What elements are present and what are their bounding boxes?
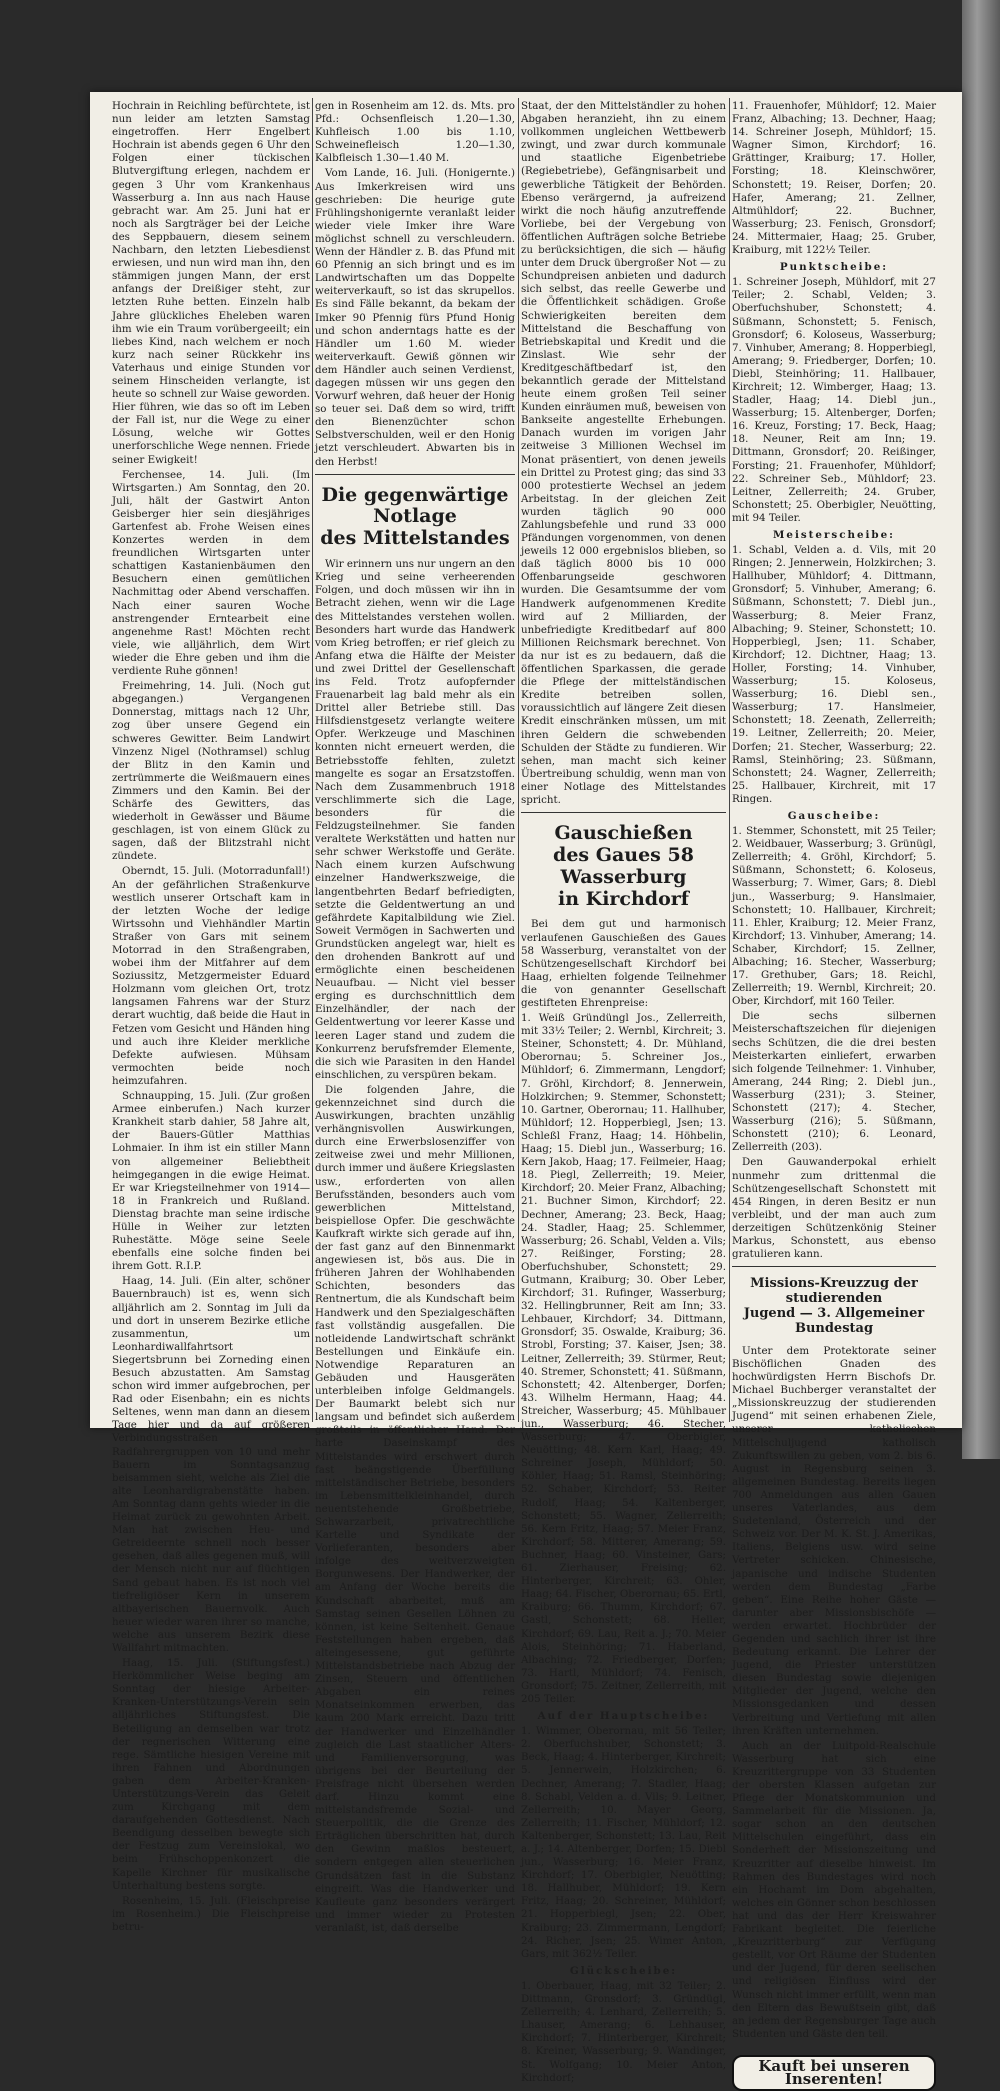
section-divider <box>732 1266 936 1267</box>
column-rule <box>729 98 730 1422</box>
column-rule <box>312 98 313 1422</box>
section-subheading: Meisterscheibe: <box>773 529 895 541</box>
advertisement-box: Kauft bei unseren Inserenten! <box>732 2055 936 2091</box>
headline-line: Missions-Kreuzzug der studierenden <box>750 1276 918 1307</box>
article-paragraph: Haag, 14. Juli. (Ein alter, schöner Bauernbrauch) ist es, wenn sich alljährlich am 2. Sonntag im Juli da und dort in unserem Bezirke etliche zusammentun, um Leonhardiwallfahrtsort Siegertsbrunn bei Zorneding einen Besuch abzustatten. Am Samstag schon wird immer aufgebrochen, per Rad oder Eisenbahn; ein es nichts Seltenes, wenn man dann an diesem Tage hier und da auf größeren Verbindungsstraßen Radfahrergruppen von 10 und mehr Bauern im Sonntagsanzug beisammen sieht, welche als Ziel die alte Leonhardigrabenstätte haben. Am Sonntag dann gehts wieder in die Heimat zurück zu gewohnten Arbeit. Man hat zwischen Heu- und Getreideernte schnell noch besser gesehen, daß alles gegenen muß, will der Mensch nicht nur auf flüchtigen Sand gebaut haben. Es ist noch viel tiefreligiöser Kern in unserem altbayerischen Bauernvolk. Auch heuer wieder waren ihrer so manche, welche aus unserem Bezirk diese Wallfahrt mitmachten. <box>112 1275 310 1654</box>
column-2 <box>315 100 515 1934</box>
article-paragraph: Vom Lande, 16. Juli. (Honigernte.) Aus Imkerkreisen wird uns geschrieben: Die heurige gute Frühlingshonigernte veranlaßt leider wieder viele Imker ihre Ware möglichst schnell zu verschleudern. Wenn der Händler z. B. das Pfund mit 60 Pfennig an sich bringt und es im Landwirtschaften um das Doppelte weiterverkauft, so ist das skrupellos. Es sind Fälle bekannt, da bekam der Imker 90 Pfennig fürs Pfund Honig und schon anderntags hatte es der Händler um 1.60 M. wieder weiterverkauft. Gewiß gönnen wir dem Händler auch seinen Verdienst, dagegen müssen wir uns gegen den Vorwurf wehren, daß heuer der Honig so teuer sei. Daß dem so wird, trifft den Bienenzüchter schon Selbstverschulden, weil er den Honig jetzt verschleudert. Abwarten bis in den Herbst! <box>315 167 515 468</box>
article-paragraph: Rosenheim, 15. Juli. (Fleischpreise im Rosenheim.) Die Fleischpreise betru- <box>112 1894 310 1933</box>
results-list: 1. Schreiner Joseph, Mühldorf, mit 27 Teiler; 2. Schabl, Velden; 3. Oberfuchshuber, Schonstett; 4. Süßmann, Schonstett; 5. Fenisch, Gronsdorf; 6. Koloseus, Wasserburg; 7. Vinhuber, Amerang; 8. Hopperbiegl, Amerang; 9. Friedberger, Dorfen; 10. Diebl, Steinhöring; 11. Hallbauer, Kirchreit; 12. Wimberger, Haag; 13. Stadler, Haag; 14. Diebl jun., Wasserburg; 15. Altenberger, Dorfen; 16. Kreuz, Forsting; 17. Beck, Haag; 18. Neuner, Reit am Inn; 19. Dittmann, Gronsdorf; 20. Reißinger, Forsting; 21. Frauenhofer, Mühldorf; 22. Schreiner Seb., Mühldorf; 23. Leitner, Zellerreith; 24. Gruber, Schonstett; 25. Oberbigler, Neuötting, mit 94 Teiler. <box>732 276 936 524</box>
headline-line: des Mittelstandes <box>320 527 510 550</box>
article-paragraph: Bei dem gut und harmonisch verlaufenen Gauschießen des Gaues 58 Wasserburg, veranstaltet von der Schützengesellschaft Kirchdorf bei Haag, erhielten folgende Teilnehmer die von genannter Gesellschaft gestifteten Ehrenpreise: <box>521 918 726 1009</box>
section-subheading: Gauscheibe: <box>787 809 881 822</box>
column-4 <box>732 100 936 2088</box>
section-subheading: Auf der Hauptscheibe: <box>537 1710 710 1723</box>
results-list: 1. Schabl, Velden a. d. Vils, mit 20 Ringen; 2. Jennerwein, Holzkirchen; 3. Hallhuber, Mühldorf; 4. Dittmann, Gronsdorf; 5. Vinhuber, Amerang; 6. Süßmann, Schonstett; 7. Diebl jun., Wasserburg; 8. Meier Franz, Albaching; 9. Steiner, Schonstett; 10. Hopperbiegl, Jsen; 11. Schaber, Kirchdorf; 12. Dichtner, Haag; 13. Holler, Forsting; 14. Vinhuber, Wasserburg; 15. Koloseus, Wasserburg; 16. Diebl sen., Wasserburg; 17. Hanslmeier, Schonstett; 18. Zeenath, Zellerreith; 19. Leitner, Zellerreith; 20. Meier, Dorfen; 21. Stecher, Wasserburg; 22. Ramsl, Steinhöring; 23. Süßmann, Schonstett; 24. Wagner, Zellerreith; 25. Hallbauer, Kirchreit, mit 17 Ringen. <box>732 544 936 805</box>
column-1 <box>112 100 310 1933</box>
results-list: 11. Frauenhofer, Mühldorf; 12. Maier Franz, Albaching; 13. Dechner, Haag; 14. Schreiner Joseph, Mühldorf; 15. Wagner Simon, Kirchdorf; 16. Grättinger, Kraiburg; 17. Holler, Forsting; 18. Kleinschwörer, Schonstett; 19. Reiser, Dorfen; 20. Hafer, Amerang; 21. Zellner, Altmühldorf; 22. Buchner, Wasserburg; 23. Fenisch, Gronsdorf; 24. Mittermaier, Haag; 25. Gruber, Kraiburg, mit 122½ Teiler. <box>732 100 936 257</box>
results-list: 1. Stemmer, Schonstett, mit 25 Teiler; 2. Weidbauer, Wasserburg; 3. Grünügl, Zellerreith; 4. Gröhl, Kirchdorf; 5. Süßmann, Schonstett; 6. Koloseus, Wasserburg; 7. Wimer, Gars; 8. Diebl jun., Wasserburg; 9. Hanslmaier, Schonstett; 10. Hallbauer, Kirchreit; 11. Ehler, Kraiburg; 12. Meier Franz, Kirchdorf; 13. Vinhuber, Amerang; 14. Schaber, Kirchdorf; 15. Zellner, Albaching; 16. Stecher, Wasserburg; 17. Grethuber, Gars; 18. Reichl, Zellerreith; 19. Wernbl, Kirchreit; 20. Ober, Kirchdorf, mit 160 Teiler. <box>732 825 936 1008</box>
headline-line: Jugend — 3. Allgemeiner Bundestag <box>743 1306 925 1336</box>
column-rule <box>518 98 519 1422</box>
results-list: 1. Wimmer, Oberornau, mit 56 Teiler; 2. Oberfuchshuber, Schonstett; 3. Beck, Haag; 4. Hinterberger, Kirchreit; 5. Jennerwein, Holzkirchen; 6. Dechner, Amerang; 7. Stadler, Haag; 8. Schabl, Velden a. d. Vils; 9. Leitner, Zellerreith; 10. Mayer Georg, Zellerreith; 11. Fischer, Mühldorf; 12. Kaltenberger, Schonstett; 13. Lau, Reit a. J.; 14. Altenberger, Dorfen; 15. Diebl jun., Wasserburg; 16. Meier Franz, Kirchdorf; 17. Oberbigler, Neuötting; 18. Hallhuber, Mühldorf; 19. Kern Fritz, Haag; 20. Schreiner, Mühldorf; 21. Hopperbiegl, Jsen; 22. Ober, Kraiburg; 23. Zimmermann, Lengdorf; 24. Richer, Jsen; 25. Wimer Anton, Gars, mit 362½ Teiler. <box>521 1725 726 1960</box>
article-paragraph: Staat, der den Mittelständler zu hohen Abgaben heranzieht, ihn zu einem vollkommen ungleichen Wettbewerb zwingt, und zwar durch kommunale und staatliche Eigenbetriebe (Regiebetriebe), Gefängnisarbeit und gewerbliche Tätigkeit der Behörden. Ebenso verärgernd, ja aufreizend wirkt die noch häufig anzutreffende Vorliebe, bei der Vergebung von öffentlichen Aufträgen solche Betriebe zu berücksichtigen, die sich — häufig unter dem Druck übergroßer Not — zu Schundpreisen anbieten und dadurch sich selbst, das reelle Gewerbe und die Öffentlichkeit schädigen. Große Schwierigkeiten bereiten dem Mittelstand die Beschaffung von Betriebskapital und Kredit und die Zinslast. Wie sehr der Kreditgeschäftbedarf ist, den bekanntlich gerade der Mittelstand heute einem großen Teil seiner Kunden einräumen muß, beweisen von Bankseite angestellte Erhebungen. Danach wurden im vorigen Jahr zeitweise 3 Millionen Wechsel im Monat präsentiert, von denen jeweils ein Drittel zu Protest ging; das sind 33 000 protestierte Wechsel an jedem Arbeitstag. In der gleichen Zeit wurden täglich 90 000 Zahlungsbefehle und rund 33 000 Pfändungen vorgenommen, von denen jeweils 12 000 ergebnislos blieben, so daß täglich 8000 bis 10 000 Offenbarungseide geschworen wurden. Die Gesamtsumme der vom Handwerk aufgenommenen Kredite wird auf 2 Milliarden, der unbefriedigte Kreditbedarf auf 800 Millionen Reichsmark berechnet. Von da nur ist es zu bedauern, daß die öffentlichen Sparkassen, die gerade die Pflege der mittelständischen Kredite betreiben sollen, voraussichtlich auf längere Zeit diesen Kredit einschränken müssen, um mit ihren Geldern die schwebenden Schulden der Städte zu fundieren. Wir sehen, man macht sich keiner Übertreibung schuldig, wenn man von einer Notlage des Mittelstandes spricht. <box>521 100 726 806</box>
article-paragraph: Hochrain in Reichling befürchtete, ist nun leider am letzten Samstag eingetroffen. Herr Engelbert Hochrain ist abends gegen 6 Uhr den Folgen einer tückischen Blutvergiftung erlegen, nachdem er gegen 3 Uhr vom Krankenhaus Wasserburg a. Inn aus nach Hause gebracht war. Am 25. Juni hat er noch als Sargträger bei der Leiche des Seppbauern, diesem seinem Nachbarn, den letzten Liebesdienst erwiesen, und nun wird man ihn, den stämmigen jungen Mann, der erst anfangs der Dreißiger steht, zur letzten Ruhe betten. Einzeln halb Jahre glückliches Eheleben waren ihm wie ein Traum vorübergeeilt; ein liebes Kind, nach welchem er noch kurz nach seiner Rückkehr ins Vaterhaus und einige Stunden vor seinem Hinscheiden verlangte, ist heute so schnell zur Waise geworden. Hier führen, wie das so oft im Leben der Fall ist, nur die Wege zu einer Lösung, welche wir Gottes unerforschliche Wege nennen. Friede seiner Ewigkeit! <box>112 100 310 466</box>
headline-line: in Kirchdorf <box>558 887 689 910</box>
article-paragraph: Wir erinnern uns nur ungern an den Krieg und seine verheerenden Folgen, und doch müssen wir ihn in Betracht ziehen, wenn wir die Lage des Mittelstandes verstehen wollen. Besonders hart wurde das Handwerk vom Krieg betroffen; er rief gleich zu Anfang etwa die Hälfte der Meister und zwei Drittel der Gesellenschaft ins Feld. Trotz aufopfernder Frauenarbeit lag bald mehr als ein Drittel aller Betriebe still. Das Hilfsdienstgesetz verlangte weitere Opfer. Werkzeuge und Maschinen konnten nicht erneuert werden, die Betriebsstoffe fehlten, zuletzt mangelte es sogar an Ersatzstoffen. Nach dem Zusammenbruch 1918 verschlimmerte sich die Lage, besonders für die Feldzugsteilnehmer. Sie fanden veraltete Werkstätten und hatten nur sehr schwer Werkstoffe und Geräte. Nach einem kurzen Aufschwung einzelner Handwerkszweige, die langentbehrten Bedarf befriedigten, setzte die Geldentwertung an und gefährdete Kapitalbildung wie Ziel. Soweit Vermögen in Sachwerten und Grundstücken angelegt war, hielt es den drohenden Bankrott auf und ermöglichte einen bescheidenen Neuaufbau. — Nicht viel besser erging es durchschnittlich dem Einzelhändler, der nach der Geldentwertung vor leerer Kasse und leeren Lager stand und zudem die Konkurrenz berufsfremder Elemente, die sich wie Parasiten in den Handel einschlichen, zu verspüren bekam. <box>315 558 515 1081</box>
article-paragraph: Unter dem Protektorate seiner Bischöflichen Gnaden des hochwürdigsten Herrn Bischofs Dr. Michael Buchberger veranstaltet der „Missionskreuzzug der studierenden Jugend“ mit seinen erhabenen Ziele, unserer katholischen Mittelschuljugend katholisch Zukunftswillen zu geben, vom 2. bis 6. August in Regensburg seinen 3. allgemeinen Bundestag. Bereits liegen 700 Anmeldungen aus allen Gauen unseres Vaterlandes, aus dem Sudetenland, Österreich und der Schweiz vor. Der M. K. St. J. Amerikas, Italiens, Belgiens usw. wird seine Vertreter schicken. Chinesische, japanische und indische Studenten werden dem Bundestag „Farbe geben“. Eine Reihe hoher Gäste — darunter aber Missionsbischöfe — werden erwartet. Hochbrüder der Gegenden und sachlich ihrer ist ihre Bedeutung erkannt. Die Lehrer der Jugend, die Priester unterstützen diesen Bundestag sowie diejenigen Mitglieder der Jugend, welche den Missionsgedanken und dessen Verbreitung und Vertiefung mit allen ihren Kräften unternehmen. <box>732 1344 936 1737</box>
results-list: 1. Weiß Gründüngl Jos., Zellerreith, mit 33½ Teiler; 2. Wernbl, Kirchreit; 3. Steiner, Schonstett; 4. Dr. Mühland, Oberornau; 5. Schreiner Jos., Mühldorf; 6. Zimmermann, Lengdorf; 7. Gröhl, Kirchdorf; 8. Jennerwein, Holzkirchen; 9. Stemmer, Schonstett; 10. Gartner, Oberornau; 11. Hallhuber, Mühldorf; 12. Hopperbiegl, Jsen; 13. Schleßl Franz, Haag; 14. Höhbelin, Haag; 15. Diebl jun., Wasserburg; 16. Kern Jakob, Haag; 17. Feilmeier, Haag; 18. Piegl, Zellerreith; 19. Meier, Kirchdorf; 20. Meier Franz, Albaching; 21. Buchner Simon, Kirchdorf; 22. Dechner, Amerang; 23. Beck, Haag; 24. Stadler, Haag; 25. Schlemmer, Wasserburg; 26. Schabl, Velden a. Vils; 27. Reißinger, Forsting; 28. Oberfuchshuber, Schonstett; 29. Gutmann, Kraiburg; 30. Ober Leber, Kirchdorf; 31. Rufinger, Wasserburg; 32. Hellingbrunner, Reit am Inn; 33. Lehbauer, Kirchdorf; 34. Dittmann, Gronsdorf; 35. Oswalde, Kraiburg; 36. Strobl, Forsting; 37. Kaiser, Jsen; 38. Leitner, Zellerreith; 39. Stürmer, Reut; 40. Stremer, Schonstett; 41. Süßmann, Schonstett; 42. Altenberger, Dorfen; 43. Wilhelm Hermann, Haag; 44. Streicher, Wasserburg; 45. Mühlbauer jun., Wasserburg; 46. Stecher, Wasserburg; 47. Oberbigler, Neuötting; 48. Kern Karl, Haag; 49. Schreiner Joseph, Mühldorf; 50. Köhler, Haag; 51. Ramsl, Steinhöring; 52. Schaber, Kirchdorf; 53. Reiter Rudolf, Haag; 54. Kaltenberger, Schonstett; 55. Wagner, Zellerreith; 56. Kern Fritz, Haag; 57. Meier Franz, Kirchdorf; 58. Mitterer, Amerang; 59. Buchner, Haag; 60. Vinsteiner, Gars; 61. Zierhauser, Freising; 62. Hinterberger, Kirchreit; 63. Ohler, Haag; 64. Fischer, Oberornau; 65. Ertl, Kraiburg; 66. Thumm, Kirchdorf; 67. Gastl, Schonstett; 68. Heller, Kirchdorf; 69. Lau, Reit a. J.; 70. Meier Alois, Steinhöring; 71. Haberland, Albaching; 72. Friedberger, Dorfen; 73. Hartl, Mühldorf; 74. Fenisch, Gronsdorf; 75. Zeitner, Zellerreith, mit 205 Teiler. <box>521 1012 726 1705</box>
section-divider <box>315 474 515 475</box>
headline-line: Gauschießen <box>554 822 693 845</box>
section-subheading: Glückscheibe: <box>569 1964 678 1977</box>
article-paragraph: Die folgenden Jahre, die gekennzeichnet sind durch die Auswirkungen, brachten unzählig verhängnisvollen Auswirkungen, durch eine Erwerbslosenziffer von zeitweise zwei und mehr Millionen, durch immer und äußere Kriegslasten usw., erforderten von allen Berufsständen, besonders auch vom gewerblichen Mittelstand, beispiellose Opfer. Die geschwächte Kaufkraft wirkte sich gerade auf ihn, der fast ganz auf den Binnenmarkt angewiesen ist, bös aus. Die in früheren Jahren der Wohlhabenden Schichten, besonders das Rentnertum, die als Kundschaft beim Handwerk und den Spezialgeschäften fast vollständig ausgefallen. Die notleidende Landwirtschaft schränkt Bestellungen und Einkäufe ein. Notwendige Reparaturen an Gebäuden und Hausgeräten unterbleiben infolge Geldmangels. Der Baumarkt belebt sich nur langsam und befindet sich außerdem großteils in öffentlicher Hand. Der harte Daseinskampf des Mittelstandes wird erschwert durch fast beängstigende Überfüllung mittelständischer Betriebe, besonders im Lebensmittelkleinhandel, durch neuentstehende Großbetriebe, Schwarzarbeit, privatrechtliche Kartelle und Syndikate der Vorlieferanten, besonders aber infolge des weitverzweigten Borgunwesens. Der Handwerker, der am Anfang der Woche bereits die Kundschaft abarbeitet, muß am Samstag seinen Gesellen Löhnen zu können, ist keine Seltenheit. Genaue Feststellungen haben ergeben, daß alteingesessene, gut geführte Mittelstandsbetriebe nach Abzug der Zinsen, Steuern und öffentlichen Abgaben ein reines Monatseinkommen erwerben, das kaum 200 Mark erreicht. Dazu tritt der Handwerker und Einzelhändler zugleich die Last staatlicher Alters- und Familienversorgung, was übrigens bei der Beurteilung der Preisfrage nicht übersehen werden darf. Hinzu kommt eine mittelstandsfremde Sozial- und Steuerpolitik, die die Grenze des Erträglichen überschritten hat, durch den Gewinn maßlos besteuert, sondern entgegen allen steuerlichen Grundsätzen fast in die Substanz eingreift. Was die Handwerker und Kaufleute ganz besonders verärgert und immer wieder zu Protesten veranlaßt, ist, daß derselbe <box>315 1083 515 1934</box>
page-edge-shadow <box>962 0 1000 1459</box>
column-3 <box>521 100 726 2084</box>
results-list: 1. Oberbauer, Haag, mit 32 Teiler; 2. Dittmann, Gronsdorf; 3. Gründügl, Zellerreith; 4. Lenhard, Zellerreith; 5. Lhauser, Amerang; 6. Lehhauser, Kirchdorf; 7. Hinterberger, Kirchreit; 8. Kreiner, Wasserburg; 9. Wandinger, St. Wolfgang; 10. Meier Anton, Kirchdorf; <box>521 1979 726 2084</box>
headline-missions-kreuzzug <box>732 1277 936 1337</box>
headline-mittelstand <box>315 485 515 551</box>
article-paragraph: Den Gauwanderpokal erhielt nunmehr zum drittenmal die Schützengesellschaft Schonstett mit 454 Ringen, in deren Besitz er nun verbleibt, und der man auch zum derzeitigen Schützenkönig Steiner Markus, Schonstett, aus ebenso gratulieren kann. <box>732 1156 936 1261</box>
headline-gauschiessen <box>521 823 726 910</box>
article-paragraph: Die sechs silbernen Meisterschaftszeichen für diejenigen sechs Schützen, die die drei besten Meisterkarten einliefert, erwarben sich folgende Teilnehmer: 1. Vinhuber, Amerang, 244 Ring; 2. Diebl jun., Wasserburg (231); 3. Steiner, Schonstett (217); 4. Stecher, Wasserburg (216); 5. Süßmann, Schonstett (210); 6. Leonard, Zellerreith (203). <box>732 1010 936 1154</box>
newspaper-page <box>90 92 962 2088</box>
article-paragraph: Ferchensee, 14. Juli. (Im Wirtsgarten.) Am Sonntag, den 20. Juli, hält der Gastwirt Anton Geisberger hier sein diesjähriges Gartenfest ab. Frohe Weisen eines Konzertes werden in dem freundlichen Wirtsgarten unter schattigen Kastanienbäumen den Besuchern einen gemütlichen Nachmittag oder Abend verschaffen. Nach einer sauren Woche anstrengender Erntearbeit eine angenehme Rast! Möchten recht viele, wie alljährlich, dem Wirt wieder die Ehre geben und ihm die verdiente Ruhe gönnen! <box>112 468 310 678</box>
article-paragraph: Auch an der Luitpold-Realschule Wasserburg hat sich eine Kreuzrittergruppe von 33 Studenten der obersten Klassen aufgetan zur Pflege der Monatskommunion und Sammelarbeit für die Missionen. Ja, sogar schon an den deutschen Mittelschulen eingeführt, dass ein Sonderheft der Missionszeitung und Kreuzritter auf dieselbe hinweist. Im Rahmen des Bundestages wird noch ein Hochamt im Dom abgehalten, welches ein Gönner schon beschlossen hat und das der Herr Kreiswahrer Fabrikant begleitet. Die feierliche „Kreuzritterburg“ zur Verfügung gestellt, vor Ort Räume der Studenten und der Jugend, für deren seelischen und religiösen Einfluss wird der Wunsch nicht immer erfüllt, wenn man den Eltern das Bewußtsein gibt, daß an jedem der Regensburger Tage auch Studenten und Gäste den teil. <box>732 1739 936 2040</box>
headline-line: des Gaues 58 Wasserburg <box>553 843 694 888</box>
headline-line: Die gegenwärtige Notlage <box>321 483 509 528</box>
article-paragraph: Haag, 15. Juli. (Stiftungsfest.) Herkömmlicher Weise beging am Sonntag der hiesige Arbeiter-Kranken-Unterstützungs-Verein sein alljährliches Stiftungsfest. Die Beteiligung an demselben war trotz der regnerischen Witterung eine rege. Sämtliche hiesigen Vereine mit ihren Fahnen und Abordnungen gaben dem Arbeiter-Kranken-Unterstützungs-Verein das Geleit zum Kirchgang mit dem daraufgehenden Gottesdienst. Nach Beendigung desselben bewegte sich der Festzug zum Vereinslokal, wo beim Frühschoppenkonzert die Kapelle Kirchner für musikalische Unterhaltung bestens sorgte. <box>112 1657 310 1892</box>
section-subheading: Punktscheibe: <box>779 261 889 274</box>
section-divider <box>521 812 726 813</box>
article-paragraph: Schnaupping, 15. Juli. (Zur großen Armee einberufen.) Nach kurzer Krankheit starb dahier, 58 Jahre alt, der Bauers-Gütler Matthias Lohmaier. In ihm ist ein stiller Mann von allgemeiner Beliebtheit heimgegangen in die ewige Heimat. Er war Kriegsteilnehmer von 1914—18 in Frankreich und Rußland. Dienstag brachte man seine irdische Hülle in Weiher zur letzten Ruhestätte. Möge seine Seele ebenfalls eine solche finden bei ihrem Gott. R.I.P. <box>112 1090 310 1273</box>
article-paragraph: Freimehring, 14. Juli. (Noch gut abgegangen.) Vergangenen Donnerstag, mittags nach 12 Uhr, zog über unsere Gegend ein schweres Gewitter. Beim Landwirt Vinzenz Nigel (Nothramsel) schlug der Blitz in den Kamin und zertrümmerte die Weißmauern eines Zimmers und den Kamin. Bei der Schärfe des Gewitters, das wiederholt in Gewässer und Bäume geschlagen, ist von einem Glück zu sagen, daß der Blitzstrahl nicht zündete. <box>112 680 310 863</box>
article-paragraph: Oberndt, 15. Juli. (Motorradunfall!) An der gefährlichen Straßenkurve westlich unserer Ortschaft kam in der letzten Woche der ledige Wirtssohn und Viehhändler Martin Straßer von Gars mit seinem Motorrad in den Straßengraben, wobei ihm der Mitfahrer auf dem Soziussitz, Metzgermeister Eduard Holzmann vom gleichen Ort, trotz langsamen Fahrens war der Sturz derart wuchtig, daß beide die Haut in Fetzen vom Gesicht und Händen hing und auch ihre Kleider merkliche Defekte aufwiesen. Mühsam vermochten beide noch heimzufahren. <box>112 865 310 1087</box>
article-paragraph: gen in Rosenheim am 12. ds. Mts. pro Pfd.: Ochsenfleisch 1.20—1.30, Kuhfleisch 1.00 bis 1.10, Schweinefleisch 1.20—1.30, Kalbfleisch 1.30—1.40 M. <box>315 100 515 165</box>
